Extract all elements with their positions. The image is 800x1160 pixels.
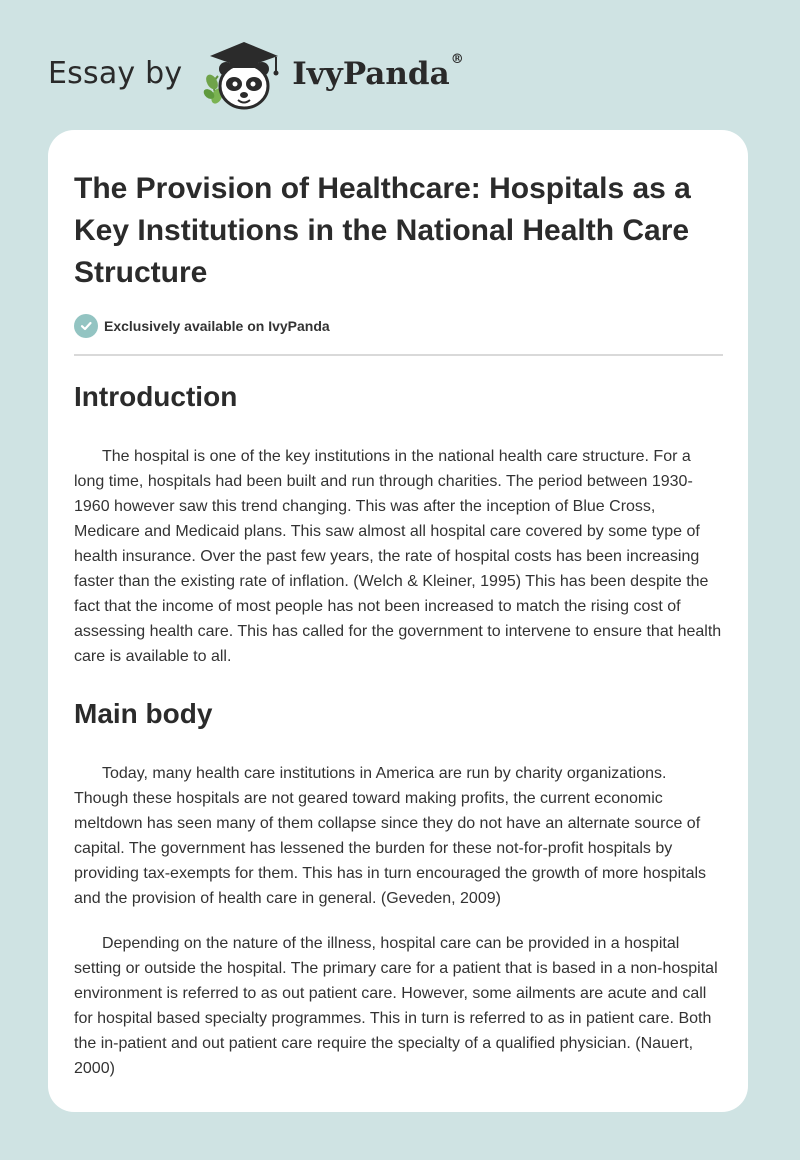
brand-name[interactable]: IvyPanda® — [292, 51, 464, 92]
divider — [74, 354, 723, 356]
site-header — [48, 36, 464, 112]
essay-by-label: Essay by — [48, 56, 183, 91]
registered-mark: ® — [450, 51, 464, 67]
panda-graduation-cap-logo-icon[interactable] — [198, 36, 288, 112]
paragraph: The hospital is one of the key institutions in the national health care structure. For a long time, hospitals had been built and run through charities. The period between 1930-1960 however saw this trend changing. This was after the inception of Blue Cross, Medicare and Medicaid plans. This saw almost all hospital care covered by some type of health insurance. Over the past few years, the rate of hospital costs has been increasing faster than the existing rate of inflation. (Welch & Kleiner, 1995) This has been despite the fact that the income of most people has not been increased to match the rising cost of assessing health care. This has called for the government to intervene to ensure that health care is available to all. — [74, 448, 722, 665]
section-heading-main-body: Main body — [74, 698, 213, 729]
essay-card — [48, 130, 748, 1112]
badge-label: Exclusively available on IvyPanda — [104, 318, 330, 334]
section-heading-introduction: Introduction — [74, 381, 238, 412]
paragraph: Today, many health care institutions in America are run by charity organizations. Though these hospitals are not geared toward making profits, the current economic meltdown has seen many of them collapse since they do not have an alternate source of capital. The government has lessened the burden for these not-for-profit hospitals by providing tax-exempts for them. This has in turn encouraged the growth of more hospitals and the provision of health care in general. (Geveden, 2009) — [74, 765, 707, 907]
page-title: The Provision of Healthcare: Hospitals as a Key Institutions in the National Health Care Structure — [74, 172, 691, 289]
paragraph: Depending on the nature of the illness, hospital care can be provided in a hospital setting or outside the hospital. The primary care for a patient that is based in a non-hospital environment is referred to as out patient care. However, some ailments are acute and call for hospital based specialty programmes. This in turn is referred to as in patient care. Both the in-patient and out patient care require the specialty of a qualified physician. (Nauert, 2000) — [74, 935, 718, 1077]
exclusive-badge — [74, 314, 722, 338]
check-icon — [74, 314, 98, 338]
